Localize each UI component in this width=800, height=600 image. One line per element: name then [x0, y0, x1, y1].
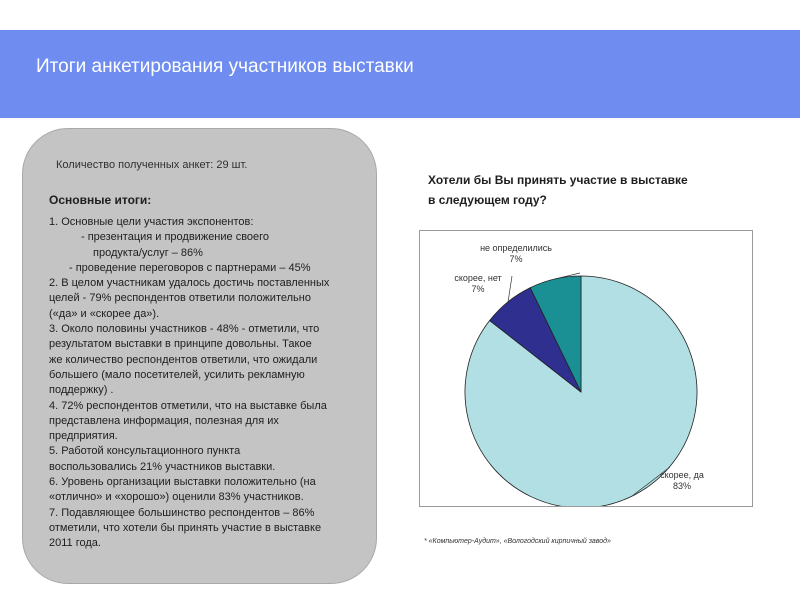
page-title: Итоги анкетирования участников выставки [36, 56, 414, 77]
chart-title [428, 170, 748, 210]
summary-line: поддержку) . [49, 384, 114, 397]
chart-frame [419, 230, 753, 507]
summary-line: представлена информация, полезная для их [49, 414, 279, 427]
summary-line: 1. Основные цели участия экспонентов: [49, 216, 254, 228]
pie-slice-label: не определились [480, 243, 552, 253]
summary-line: («да» и «скорее да»). [49, 307, 160, 320]
footnote: * «Компьютер-Аудит», «Вологодский кирпичный завод» [424, 538, 611, 545]
chart-title-line-1: Хотели бы Вы принять участие в выставке [428, 173, 688, 187]
summary-line: 2011 года. [49, 537, 101, 550]
summary-line: 4. 72% респондентов отметили, что на выставке была [49, 399, 327, 412]
summary-line: же количество респондентов ответили, что ожидали [49, 353, 318, 366]
summary-panel [22, 128, 377, 584]
pie-chart [420, 231, 752, 506]
summary-line: отметили, что хотели бы принять участие в выставке [49, 521, 322, 534]
header-banner [0, 30, 800, 118]
pie-slice-value: 7% [509, 254, 523, 264]
pie-slice-value: 7% [471, 284, 485, 294]
summary-line: воспользовались 21% участников выставки. [49, 460, 276, 473]
summary-line: 5. Работой консультационного пункта [49, 445, 241, 458]
pie-slice-label: скорее, да [660, 470, 704, 480]
summary-line: целей - 79% респондентов ответили положительно [49, 292, 311, 305]
chart-title-line-2: в следующем году? [428, 193, 547, 207]
summary-line: - проведение переговоров с партнерами – 45% [69, 261, 311, 274]
summary-title: Основные итоги: [49, 193, 152, 207]
pie-slice-value: 83% [672, 481, 692, 491]
summary-line: 2. В целом участникам удалось достичь поставленных [49, 277, 330, 290]
survey-count: Количество полученных анкет: 29 шт. [56, 159, 248, 171]
summary-line: 3. Около половины участников - 48% - отметили, что [49, 323, 320, 336]
summary-line: большего (мало посетителей, усилить рекламную [49, 368, 305, 381]
summary-list [49, 215, 354, 552]
summary-line: предприятия. [49, 430, 118, 443]
pie-leader-line [508, 276, 512, 302]
summary-line: 6. Уровень организации выставки положительно (на [49, 476, 316, 489]
summary-line: «отлично» и «хорошо») оценили 83% участников. [49, 491, 304, 504]
summary-line: результатом выставки в принципе довольны. Такое [49, 338, 312, 351]
summary-line: продукта/услуг – 86% [93, 246, 203, 259]
summary-line: 7. Подавляющее большинство респондентов – 86% [49, 506, 315, 519]
pie-slice-label: скорее, нет [454, 273, 502, 283]
summary-line: - презентация и продвижение своего [81, 231, 270, 244]
